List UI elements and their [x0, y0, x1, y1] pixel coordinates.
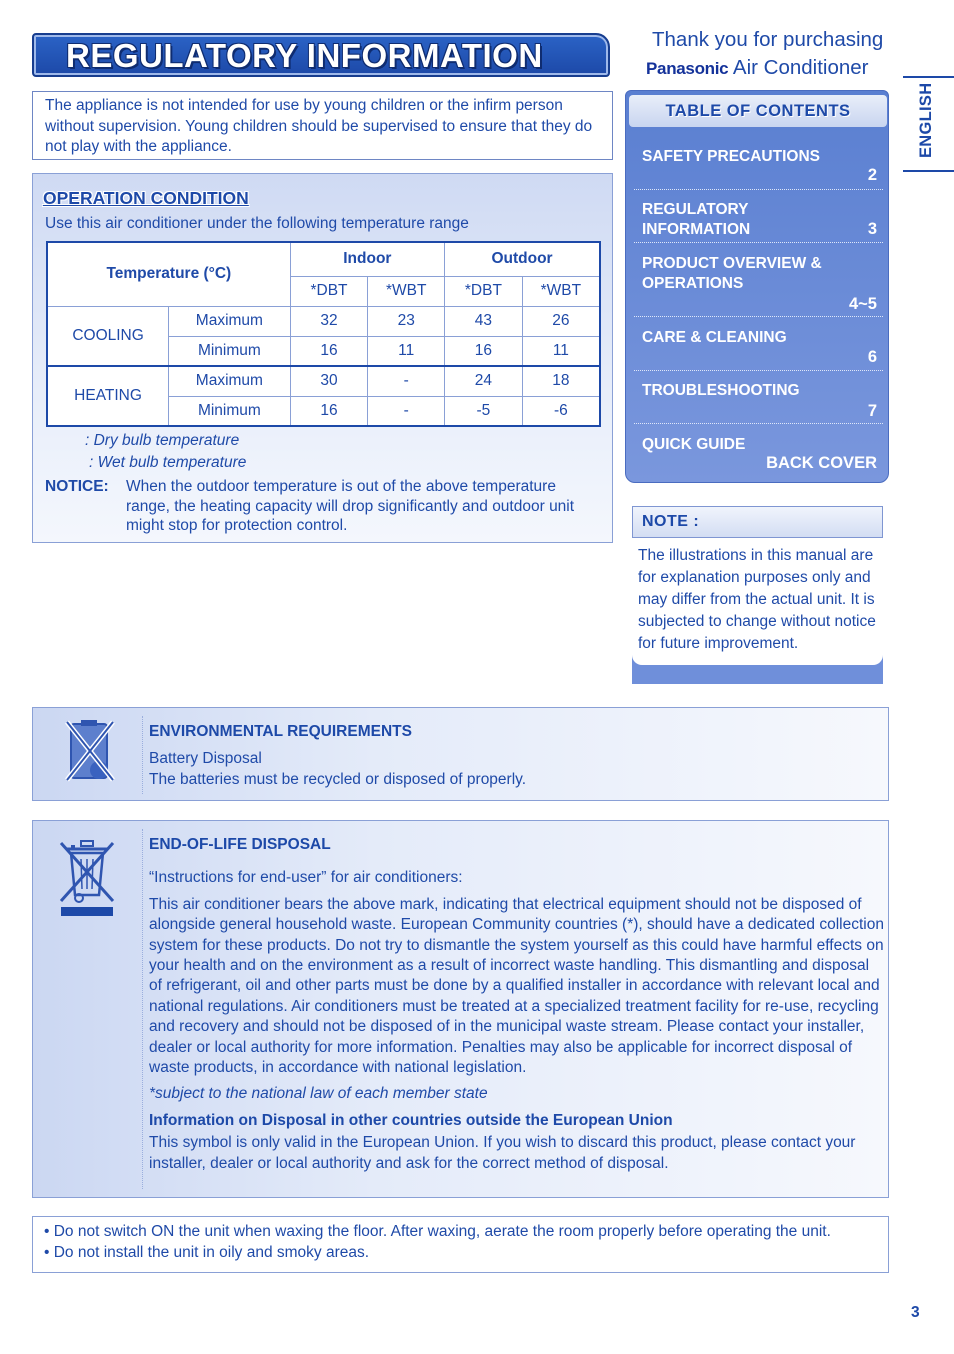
environmental-content	[149, 722, 884, 790]
toc-item-page: 7	[867, 402, 877, 420]
product-name: Air Conditioner	[728, 56, 869, 79]
note-title: NOTE :	[632, 506, 883, 538]
battery-disposal-icon	[63, 718, 119, 784]
table-cell: 16	[290, 396, 368, 426]
indoor-wbt-header: *WBT	[368, 276, 445, 306]
toc-item-label: TROUBLESHOOTING	[642, 382, 800, 399]
table-cell: -5	[445, 396, 523, 426]
thank-you-line: Thank you for purchasing	[652, 28, 884, 51]
toc-item-safety[interactable]	[634, 137, 883, 190]
table-cell: 18	[522, 366, 600, 396]
table-cell: 16	[290, 336, 368, 366]
outdoor-wbt-header: *WBT	[522, 276, 600, 306]
list-item: • Do not install the unit in oily and smoky areas.	[44, 1243, 370, 1261]
table-row	[47, 366, 600, 396]
end-of-life-panel	[32, 820, 889, 1198]
language-label: ENGLISH	[917, 82, 935, 158]
table-cell: 11	[368, 336, 445, 366]
toc-item-troubleshooting[interactable]	[634, 371, 883, 424]
end-of-life-body: This air conditioner bears the above mark, indicating that electrical equipment should not be disposed of alongside general household waste. European Community countries (*), should have a dedicated collection system for these products. Do not try to dismantle the system yourself as this could have harmful effects on your health and on the environment as a result of incorrect waste handling. This dismantling and disposal of refrigerant, oil and other parts must be done by a qualified installer in accordance with relevant local and national regulations. Air conditioners must be treated at a specialized treatment facility for re-use, recycling and recovery and should not be disposed of in the municipal waste stream. Please contact your installer, dealer or local authority for more information. Penalties may also be applicable for incorrect disposal of waste products, in accordance with national legislation.	[149, 895, 884, 1077]
note-text: The illustrations in this manual are for explanation purposes only and may differ from the actual unit. It is subjected to change without notice for future improvement.	[632, 540, 883, 665]
minimum-label: Minimum	[169, 336, 291, 366]
battery-disposal-text: The batteries must be recycled or disposed of properly.	[149, 770, 527, 788]
notice-label: NOTICE:	[45, 478, 109, 495]
weee-bin-icon	[57, 835, 119, 917]
end-of-life-footnote: *subject to the national law of each member state	[149, 1085, 488, 1103]
outside-eu-text: This symbol is only valid in the European Union. If you wish to discard this product, please contact your installer, dealer or local authority and ask for the correct method of disposal.	[149, 1134, 856, 1172]
divider	[142, 829, 143, 1189]
temperature-table	[46, 241, 601, 427]
intro-box	[32, 91, 613, 160]
toc-item-label: SAFETY PRECAUTIONS	[642, 148, 820, 165]
page-number: 3	[911, 1304, 920, 1321]
battery-disposal-label: Battery Disposal	[149, 750, 262, 768]
heating-label: HEATING	[47, 366, 169, 426]
note-box	[632, 540, 883, 684]
table-cell: 30	[290, 366, 368, 396]
table-cell: -	[368, 396, 445, 426]
table-row	[47, 306, 600, 336]
table-cell: 24	[445, 366, 523, 396]
toc-item-quick-guide[interactable]	[634, 424, 883, 476]
table-cell: 43	[445, 306, 523, 336]
divider	[142, 716, 143, 794]
brand-logo: Panasonic	[646, 59, 729, 78]
toc-item-regulatory[interactable]	[634, 190, 883, 243]
toc-item-label: PRODUCT OVERVIEW & OPERATIONS	[642, 255, 822, 292]
indoor-header: Indoor	[290, 242, 444, 276]
toc-item-page: 6	[867, 348, 877, 366]
page-title: REGULATORY INFORMATION	[66, 37, 543, 74]
outside-eu-heading: Information on Disposal in other countries outside the European Union	[149, 1111, 673, 1129]
toc-item-page: BACK COVER	[766, 454, 877, 472]
legend-dbt: : Dry bulb temperature	[85, 432, 240, 449]
end-of-life-heading: END-OF-LIFE DISPOSAL	[149, 836, 331, 853]
outdoor-dbt-header: *DBT	[445, 276, 523, 306]
environmental-heading: ENVIRONMENTAL REQUIREMENTS	[149, 723, 412, 740]
bottom-notes	[32, 1216, 889, 1273]
environmental-panel	[32, 707, 889, 801]
table-cell: -6	[522, 396, 600, 426]
table-cell: 11	[522, 336, 600, 366]
outdoor-header: Outdoor	[445, 242, 600, 276]
title-banner	[32, 33, 610, 77]
toc-item-label: CARE & CLEANING	[642, 329, 787, 346]
toc-item-product-overview[interactable]	[634, 243, 883, 317]
language-tab	[903, 76, 954, 172]
legend-wbt: : Wet bulb temperature	[89, 454, 247, 471]
intro-text: The appliance is not intended for use by young children or the infirm person without supervision. Young children should be supervised to ensure that they do not play with the appliance.	[45, 97, 593, 155]
table-cell: 23	[368, 306, 445, 336]
table-cell: -	[368, 366, 445, 396]
indoor-dbt-header: *DBT	[290, 276, 368, 306]
toc-item-care-cleaning[interactable]	[634, 317, 883, 371]
toc-item-page: 3	[867, 220, 877, 238]
table-cell: 16	[445, 336, 523, 366]
operation-heading: OPERATION CONDITION	[43, 188, 249, 208]
operation-condition-panel	[32, 173, 613, 543]
table-of-contents	[625, 90, 889, 483]
cooling-label: COOLING	[47, 306, 169, 366]
toc-item-page: 2	[867, 166, 877, 184]
toc-item-label: QUICK GUIDE	[642, 436, 746, 453]
maximum-label: Maximum	[169, 306, 291, 336]
operation-description: Use this air conditioner under the following temperature range	[45, 215, 469, 232]
list-item: • Do not switch ON the unit when waxing the floor. After waxing, aerate the room properly before operating the unit.	[44, 1223, 831, 1240]
table-cell: 26	[522, 306, 600, 336]
toc-item-page: 4~5	[849, 295, 877, 313]
notice-text: When the outdoor temperature is out of the above temperature range, the heating capacity will drop significantly and outdoor unit might stop for protection control.	[126, 478, 575, 534]
minimum-label: Minimum	[169, 396, 291, 426]
end-of-life-intro: “Instructions for end-user” for air conditioners:	[149, 869, 463, 887]
toc-title: TABLE OF CONTENTS	[629, 95, 887, 127]
product-line	[646, 56, 869, 80]
toc-item-label: REGULATORY INFORMATION	[642, 201, 751, 238]
table-cell: 32	[290, 306, 368, 336]
end-of-life-content	[149, 835, 884, 1174]
temperature-header: Temperature (°C)	[47, 242, 290, 306]
maximum-label: Maximum	[169, 366, 291, 396]
